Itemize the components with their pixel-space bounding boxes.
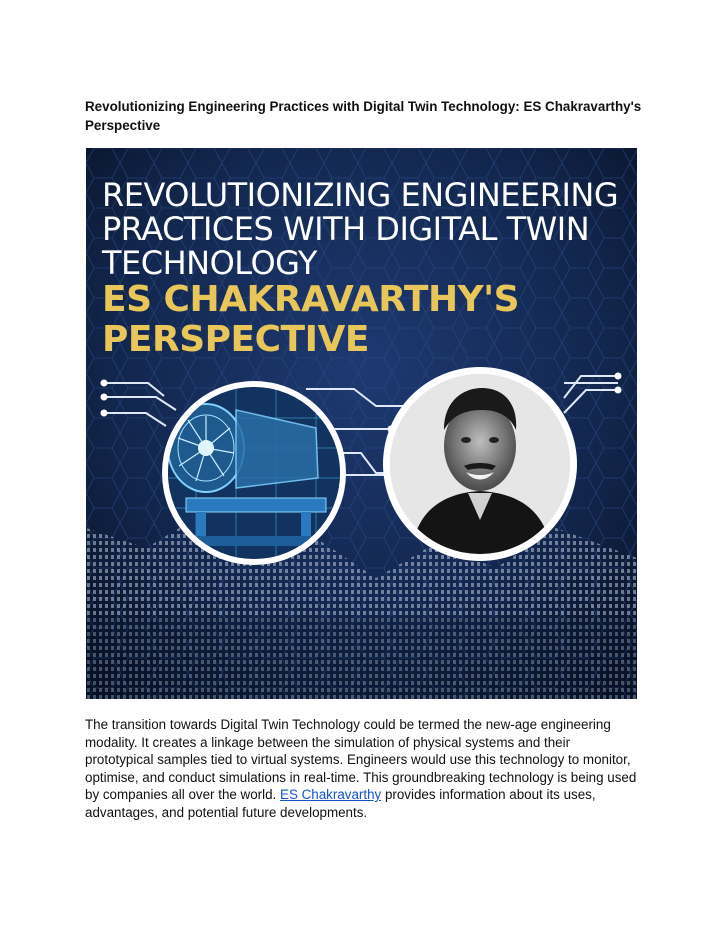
hero-line-2: PRACTICES WITH DIGITAL TWIN [102,210,590,248]
hero-headline [102,178,632,360]
hero-accent-1: ES CHAKRAVARTHY'S [102,279,520,320]
body-paragraph [85,716,637,821]
document-title: Revolutionizing Engineering Practices with Digital Twin Technology: ES Chakravarthy's Perspective [85,99,642,133]
es-chakravarthy-link[interactable]: ES Chakravarthy [280,787,382,802]
portrait-circle [383,367,577,561]
hero-image [86,148,637,699]
jet-engine-circle [162,381,346,565]
hero-accent-2: PERSPECTIVE [102,319,369,360]
hero-line-3: TECHNOLOGY [102,244,317,282]
paragraph-text-after: provides information about its uses, advantages, and potential future developments. [85,787,596,820]
hero-line-1: REVOLUTIONIZING ENGINEERING [102,176,619,214]
paragraph-text-before: The transition towards Digital Twin Technology could be termed the new-age engineering modality. It creates a linkage between the simulation of physical systems and their prototypical samples tied to virtual systems. Engineers would use this technology to monitor, optimise, and conduct simulations in real-time. This groundbreaking technology is being used by companies all over the world. [85,717,637,802]
